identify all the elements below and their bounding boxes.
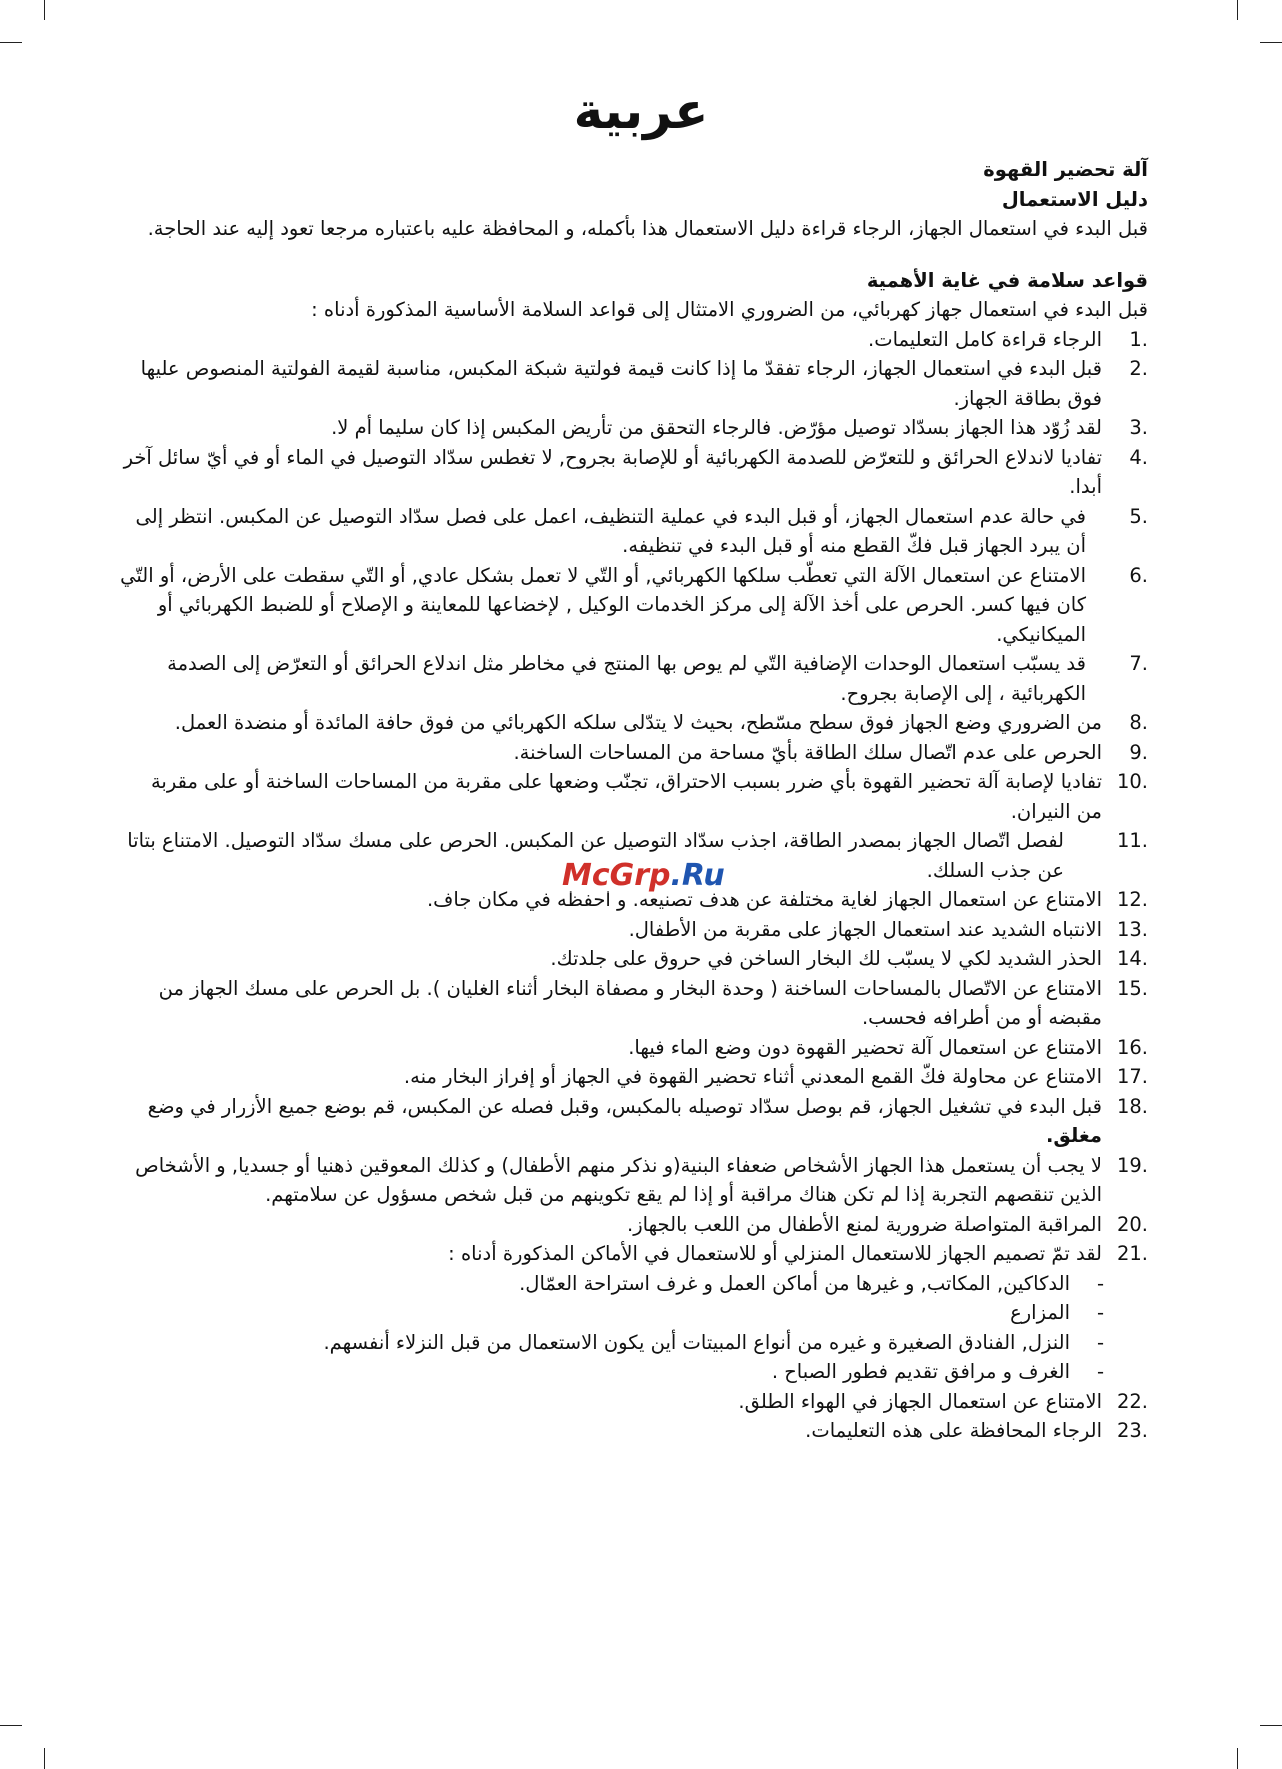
crop-mark — [1237, 1748, 1238, 1769]
crop-mark — [44, 1748, 45, 1769]
item-number: 19. — [1116, 1153, 1148, 1177]
list-item — [120, 738, 1148, 768]
item-text: لا يجب أن يستعمل هذا الجهاز الأشخاص ضعفاء البنية(و نذكر منهم الأطفال) و كذلك المعوقين ذهنيا أو جسديا, و الأشخاص الذين تنقصهم التجربة إذا لم تكن هناك مراقبة أو إذا لم يقع تكوينهم من قبل شخص مسؤول عن سلامتهم. — [135, 1153, 1102, 1206]
item-number: 21. — [1116, 1242, 1148, 1265]
item-text: تفاديا لإصابة آلة تحضير القهوة بأي ضرر بسبب الاحتراق، تجنّب وضعها على مقربة من المساحات الساخنة أو على مقربة من النيران. — [150, 770, 1102, 823]
item-number: 23. — [1116, 1419, 1148, 1442]
place-text: الغرف و مرافق تقديم فطور الصباح . — [771, 1360, 1070, 1383]
item-number: 4. — [1129, 445, 1148, 469]
item-text: المراقبة المتواصلة ضرورية لمنع الأطفال من اللعب بالجهاز. — [627, 1212, 1102, 1236]
place-text: المزارع — [1010, 1301, 1070, 1324]
list-item — [120, 1033, 1148, 1063]
list-item — [120, 413, 1148, 443]
manual-title: دليل الاستعمال — [1001, 187, 1148, 211]
crop-mark — [1237, 0, 1238, 20]
crop-mark — [44, 0, 45, 20]
page-title: عربية — [573, 82, 709, 140]
item-number: 7. — [1129, 652, 1148, 675]
item-number: 15. — [1116, 976, 1148, 1000]
list-item — [120, 649, 1148, 708]
item-text: قد يسبّب استعمال الوحدات الإضافية التّي لم يوص بها المنتج في مخاطر مثل اندلاع الحرائق أو التعرّض إلى الصدمة الكهربائية ، إلى الإصابة بجروح. — [167, 652, 1086, 705]
item-text: لقد زُوّد هذا الجهاز بسدّاد توصيل مؤرّض. فالرجاء التحقق من تأريض المكبس إذا كان سليما أم لا. — [331, 416, 1102, 439]
item-text: الامتناع عن استعمال آلة تحضير القهوة دون وضع الماء فيها. — [628, 1035, 1102, 1059]
crop-mark — [0, 1725, 22, 1726]
list-item — [120, 1151, 1148, 1210]
item-text: الحذر الشديد لكي لا يسبّب لك البخار الساخن في حروق على جلدتك. — [550, 947, 1102, 970]
watermark-main: McGrp — [562, 858, 671, 893]
place-text: الدكاكين, المكاتب, و غيرها من أماكن العمل و غرف استراحة العمّال. — [519, 1271, 1070, 1295]
crop-mark — [1260, 1725, 1282, 1726]
item-number: 12. — [1116, 888, 1148, 911]
place-item — [120, 1298, 1148, 1328]
list-item — [120, 502, 1148, 561]
document-body — [120, 155, 1148, 1446]
product-title: آلة تحضير القهوة — [983, 158, 1148, 181]
item-number: 22. — [1116, 1389, 1148, 1413]
item-text: لفصل اتّصال الجهاز بمصدر الطاقة، اجذب سدّاد التوصيل عن المكبس. الحرص على مسك سدّاد التوصيل. الامتناع بتاتا عن جذب السلك. — [127, 829, 1064, 882]
list-item — [120, 1239, 1148, 1269]
item-text: تفاديا لاندلاع الحرائق و للتعرّض للصدمة الكهربائية أو للإصابة بجروح, لا تغطس سدّاد التوصيل في الماء أو في أيّ سائل آخر أبدا. — [123, 445, 1102, 498]
item-number: 11. — [1116, 829, 1148, 852]
item-number: 13. — [1116, 917, 1148, 941]
item-number: 5. — [1129, 504, 1148, 528]
place-text: النزل, الفنادق الصغيرة و غيره من أنواع المبيتات أين يكون الاستعمال من قبل النزلاء أنفسهم. — [323, 1330, 1070, 1354]
item-number: 20. — [1116, 1212, 1148, 1236]
item-number: 2. — [1129, 357, 1148, 380]
dash-bullet: - — [1096, 1360, 1104, 1383]
item-number: 14. — [1116, 947, 1148, 970]
item-text: الرجاء المحافظة على هذه التعليمات. — [805, 1419, 1102, 1442]
item-number: 3. — [1129, 416, 1148, 439]
item-text: الرجاء قراءة كامل التعليمات. — [868, 327, 1102, 351]
item-bold-text: مغلق. — [1045, 1124, 1102, 1147]
item-text: من الضروري وضع الجهاز فوق سطح مسّطح، بحيث لا يتدّلى سلكه الكهربائي من فوق حافة المائدة أو منضدة العمل. — [174, 711, 1102, 734]
place-item — [120, 1357, 1148, 1387]
list-item — [120, 561, 1148, 650]
item-number: 10. — [1116, 770, 1148, 793]
spacer — [120, 244, 1148, 266]
item-text: الامتناع عن محاولة فكّ القمع المعدني أثناء تحضير القهوة في الجهاز أو إفراز البخار منه. — [403, 1065, 1102, 1088]
watermark — [562, 858, 725, 893]
crop-mark — [0, 42, 22, 43]
item-text: الامتناع عن استعمال الآلة التي تعطّب سلكها الكهربائي, أو التّي لا تعمل بشكل عادي, أو التّي سقطت على الأرض، أو التّي كان فيها كسر. الحرص على أخذ الآلة إلى مركز الخدمات الوكيل , لإخضاعها للمعاينة و الإصلاح أو للضبط الكهربائي أو الميكانيكي. — [120, 563, 1086, 646]
list-item — [120, 443, 1148, 502]
item-text: قبل البدء في تشغيل الجهاز، قم بوصل سدّاد توصيله بالمكبس، وقبل فصله عن المكبس، قم بوضع جميع الأزرار في وضع — [147, 1094, 1102, 1118]
item-text: قبل البدء في استعمال الجهاز، الرجاء تفقدّ ما إذا كانت قيمة فولتية شبكة المكبس، مناسبة لقيمة الفولتية المنصوص عليها فوق بطاقة الجهاز. — [140, 357, 1102, 410]
place-item — [120, 1328, 1148, 1358]
dash-bullet: - — [1096, 1330, 1104, 1354]
item-number: 1. — [1129, 327, 1148, 351]
list-item — [120, 1210, 1148, 1240]
list-item — [120, 915, 1148, 945]
item-number: 9. — [1129, 740, 1148, 764]
safety-intro: قبل البدء في استعمال جهاز كهربائي، من الضروري الامتثال إلى قواعد السلامة الأساسية المذكورة أدناه : — [311, 298, 1148, 321]
place-item — [120, 1269, 1148, 1299]
list-item — [120, 325, 1148, 355]
item-text: الامتناع عن استعمال الجهاز في الهواء الطلق. — [738, 1389, 1102, 1413]
item-number: 16. — [1116, 1035, 1148, 1059]
list-item — [120, 1092, 1148, 1151]
item-number: 18. — [1116, 1094, 1148, 1118]
list-item — [120, 974, 1148, 1033]
item-text: الانتباه الشديد عند استعمال الجهاز على مقربة من الأطفال. — [628, 917, 1102, 941]
list-item — [120, 354, 1148, 413]
intro-paragraph: قبل البدء في استعمال الجهاز، الرجاء قراءة دليل الاستعمال هذا بأكمله، و المحافظة عليه باعتباره مرجعا تعود إليه عند الحاجة. — [147, 217, 1148, 240]
dash-bullet: - — [1096, 1301, 1104, 1324]
crop-mark — [1260, 42, 1282, 43]
item-number: 8. — [1129, 711, 1148, 734]
list-item — [120, 1387, 1148, 1417]
item-number: 17. — [1116, 1065, 1148, 1088]
dash-bullet: - — [1096, 1271, 1104, 1295]
item-text: الامتناع عن استعمال الجهاز لغاية مختلفة عن هدف تصنيعه. و احفظه في مكان جاف. — [426, 888, 1102, 911]
list-item — [120, 767, 1148, 826]
safety-heading: قواعد سلامة في غاية الأهمية — [866, 268, 1148, 292]
list-item — [120, 1062, 1148, 1092]
item-text: الحرص على عدم اتّصال سلك الطاقة بأيّ مساحة من المساحات الساخنة. — [513, 740, 1102, 764]
watermark-suffix: .Ru — [670, 858, 725, 893]
list-item — [120, 944, 1148, 974]
list-item — [120, 708, 1148, 738]
item-text: لقد تمّ تصميم الجهاز للاستعمال المنزلي أو للاستعمال في الأماكن المذكورة أدناه : — [448, 1242, 1102, 1265]
list-item — [120, 1416, 1148, 1446]
item-text: في حالة عدم استعمال الجهاز، أو قبل البدء في عملية التنظيف، اعمل على فصل سدّاد التوصيل عن المكبس. انتظر إلى أن يبرد الجهاز قبل فكّ القطع منه أو قبل البدء في تنظيفه. — [135, 504, 1086, 557]
item-number: 6. — [1129, 563, 1148, 587]
item-text: الامتناع عن الاتّصال بالمساحات الساخنة ( وحدة البخار و مصفاة البخار أثناء الغليان ). بل الحرص على مسك الجهاز من مقبضه أو من أطرافه فحسب. — [158, 976, 1102, 1029]
